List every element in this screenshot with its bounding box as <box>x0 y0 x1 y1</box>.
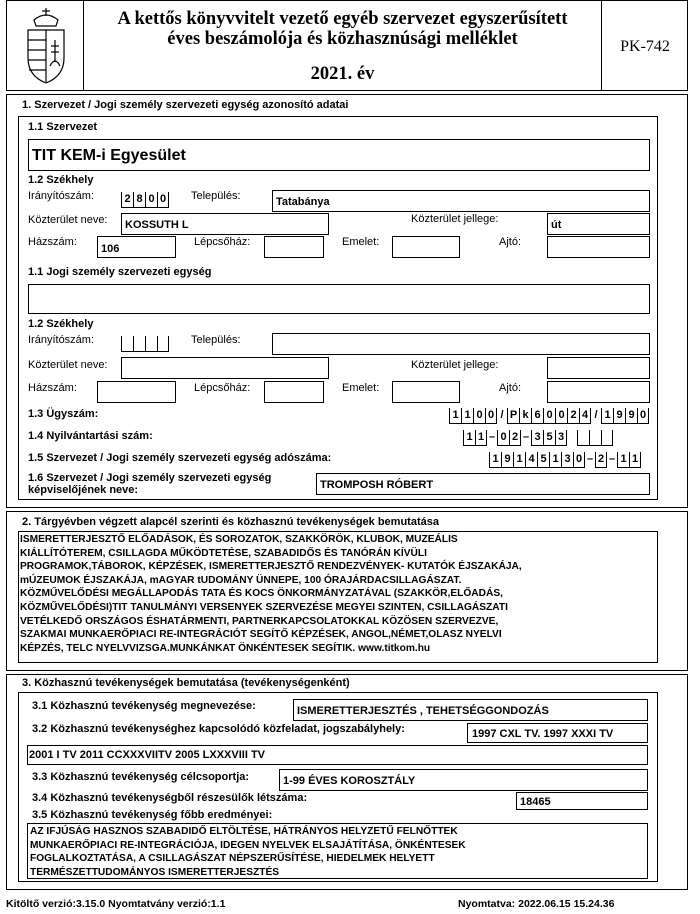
case-number-cells[interactable] <box>449 408 649 424</box>
case-label: 1.3 Ügyszám: <box>28 408 99 420</box>
tax-separator: – <box>608 453 616 465</box>
reg-separator <box>567 430 577 446</box>
activities-text: ISMERETTERJESZTŐ ELŐADÁSOK, ÉS SOROZATOK, SZAKKÖRÖK, KLUBOK, MUZEÁLIS KIÁLLÍTÓTEREM, CSILLAGDA MŰKÖDTETÉSE, SZABADIDŐS ÉS TANÓRÁN KÍVÜLI PROGRAMOK,TÁBOROK, KÉPZÉSEK, ISMERETTERJESZTŐ RENDEZVÉNYEK- KUTATÓK ÉJSZAKÁJA, mÚZEUMOK ÉJSZAKÁJA, mAGYAR tUDOMÁNY ÜNNEPE, 100 ÓRAJÁRDACSILLAGÁSZAT. KÖZMŰVELŐDÉSI MEGÁLLAPODÁS TATA ÉS KOCS ÖNKORMÁNYZATÁVAL (SZAKKÖR,ELŐADÁS, KÖZMŰVELŐDÉSI)TIT TANULMÁNYI VERSENYEK SZERVEZÉSE MEGYEI SZINTEN, CSILLAGÁSZATI VETÉLKEDŐ ORSZÁGOS ÉSHATÁRMENTI, PARTNERKAPCSOLATOKKAL KÖZÖSEN SZERVEZVE, SZAKMAI MUNKAERŐPIACI RE-INTEGRÁCIÓT SEGÍTŐ KÉPZÉSEK, ANGOL,NÉMET,OLASZ NYELVI KÉPZÉS, TELC NYELVVIZSGA.MUNKÁNKAT ÖNKÉNTESEK SEGÍTIK. www.titkom.hu <box>20 534 522 654</box>
unit-heading: 1.1 Jogi személy szervezeti egység <box>28 266 212 278</box>
unit-street-type-label: Közterület jellege: <box>411 359 499 371</box>
unit-stair-field[interactable] <box>264 381 324 403</box>
form-code: PK-742 <box>620 38 670 55</box>
target-field[interactable] <box>279 769 648 791</box>
unit-city-label: Település: <box>191 334 241 346</box>
reg-digit: 0 <box>497 430 509 446</box>
reg-separator: – <box>522 431 530 443</box>
floor-label: Emelet: <box>342 236 380 248</box>
reg-digit: 1 <box>463 430 475 446</box>
tax-digit: 1 <box>513 452 525 468</box>
reg-digit <box>577 430 589 446</box>
unit-door-label: Ajtó: <box>499 382 522 394</box>
org-name-value: TIT KEM-i Egyesület <box>32 147 186 164</box>
reg-digit: 2 <box>509 430 521 446</box>
case-digit: 6 <box>531 408 543 424</box>
case-digit: 1 <box>601 408 613 424</box>
rep-label-line2: képviselőjének neve: <box>28 484 139 496</box>
unit-floor-field[interactable] <box>392 381 460 403</box>
case-digit: 9 <box>613 408 625 424</box>
reg-digit: 3 <box>555 430 567 446</box>
street-type-value: út <box>551 219 562 231</box>
tax-digit: 9 <box>501 452 513 468</box>
org-name-field[interactable] <box>28 139 650 171</box>
case-digit: 1 <box>461 408 473 424</box>
reg-separator: – <box>488 431 496 443</box>
case-digit: 2 <box>567 408 579 424</box>
case-digit: 0 <box>485 408 497 424</box>
reg-digit <box>601 430 613 446</box>
tax-digit: 1 <box>617 452 629 468</box>
reg-digit: 5 <box>543 430 555 446</box>
unit-floor-label: Emelet: <box>342 382 380 394</box>
unit-street-type-field[interactable] <box>547 357 650 379</box>
unit-seat-heading: 1.2 Székhely <box>28 318 94 330</box>
unit-stair-label: Lépcsőház: <box>194 382 251 394</box>
form-title-line1: A kettős könyvvitelt vezető egyéb szervezet egyszerűsített <box>117 9 568 29</box>
law-label: 3.2 Közhasznú tevékenységhez kapcsolódó közfeladat, jogszabályhely: <box>32 723 405 735</box>
law-value: 1997 CXL TV. 1997 XXXI TV <box>472 728 614 740</box>
stair-field[interactable] <box>264 236 324 258</box>
zip-label: Irányítószám: <box>28 190 95 202</box>
target-value: 1-99 ÉVES KOROSZTÁLY <box>283 775 416 787</box>
case-digit: 1 <box>449 408 461 424</box>
unit-name-field[interactable] <box>28 284 650 314</box>
zip-digit: 2 <box>121 192 133 208</box>
count-value: 18465 <box>520 796 551 808</box>
tax-digit: 3 <box>561 452 573 468</box>
unit-zip-label: Irányítószám: <box>28 334 95 346</box>
unit-city-field[interactable] <box>272 333 650 355</box>
results-text: AZ IFJÚSÁG HASZNOS SZABADIDŐ ELTÖLTÉSE, HÁTRÁNYOS HELYZETŰ FELNŐTTEK MUNKAERŐPIACI RE-INTEGRÁCIÓJA, IDEGEN NYELVEK ELSAJÁTÍTÁSA, ÖNKÉNTESEK FOGLALKOZTATÁSA, A CSILLAGÁSZAT NÉPSZERŰSÍTÉSE, HIEDELMEK HELYETT TERMÉSZETTUDOMÁNYOS ISMERETTERJESZTÉS <box>30 826 466 878</box>
case-digit: P <box>507 408 519 424</box>
reg-label: 1.4 Nyilvántartási szám: <box>28 430 153 442</box>
tax-digit: 1 <box>489 452 501 468</box>
activity-name-value: ISMERETTERJESZTÉS , TEHETSÉGGONDOZÁS <box>297 705 549 717</box>
rep-label-line1: 1.6 Szervezet / Jogi személy szervezeti egység <box>28 472 272 484</box>
tax-digit: 0 <box>573 452 585 468</box>
case-separator: / <box>500 409 504 421</box>
tax-digit: 1 <box>549 452 561 468</box>
org-heading: 1.1 Szervezet <box>28 121 98 133</box>
city-label: Település: <box>191 190 241 202</box>
unit-door-field[interactable] <box>547 381 650 403</box>
activity-name-field[interactable] <box>293 699 648 721</box>
reg-digit <box>589 430 601 446</box>
stair-label: Lépcsőház: <box>194 236 251 248</box>
law-value-continued: 2001 I TV 2011 CCXXXVIITV 2005 LXXXVIII TV <box>29 749 266 761</box>
house-label: Házszám: <box>28 236 77 248</box>
tax-label: 1.5 Szervezet / Jogi személy szervezeti egység adószáma: <box>28 452 332 464</box>
law-field-continued[interactable] <box>27 745 648 765</box>
zip-digit: 8 <box>133 192 145 208</box>
tax-digit: 1 <box>629 452 641 468</box>
street-field[interactable] <box>121 213 329 235</box>
rep-name-value: TROMPOSH RÓBERT <box>320 479 434 491</box>
form-title-line2: éves beszámolója és közhasznúsági melléklet <box>167 29 518 49</box>
activity-name-label: 3.1 Közhasznú tevékenység megnevezése: <box>32 700 256 712</box>
city-value: Tatabánya <box>276 196 330 208</box>
floor-field[interactable] <box>392 236 460 258</box>
door-label: Ajtó: <box>499 236 522 248</box>
house-value: 106 <box>101 243 120 255</box>
case-digit: 9 <box>625 408 637 424</box>
case-digit: 0 <box>637 408 649 424</box>
zip-cells[interactable] <box>121 192 169 208</box>
city-field[interactable] <box>272 190 650 212</box>
case-digit: 0 <box>555 408 567 424</box>
reg-number-cells[interactable] <box>463 430 613 446</box>
coat-of-arms-icon <box>20 6 72 86</box>
unit-house-field[interactable] <box>97 381 176 403</box>
tax-digit: 5 <box>537 452 549 468</box>
zip-digit: 0 <box>145 192 157 208</box>
footer-print-date: Nyomtatva: 2022.06.15 15.24.36 <box>458 898 615 910</box>
tax-digit: 4 <box>525 452 537 468</box>
street-type-label: Közterület jellege: <box>411 213 499 225</box>
law-field[interactable] <box>467 723 648 743</box>
tax-separator: – <box>586 453 594 465</box>
unit-street-field[interactable] <box>121 357 329 379</box>
section2-title: 2. Tárgyévben végzett alapcél szerinti és közhasznú tevékenységek bemutatása <box>22 516 439 528</box>
street-label: Közterület neve: <box>28 214 108 226</box>
footer-version: Kitöltő verzió:3.15.0 Nyomtatvány verzió:1.1 <box>6 898 226 910</box>
count-field[interactable] <box>516 792 648 810</box>
case-digit: k <box>519 408 531 424</box>
reg-digit: 1 <box>475 430 487 446</box>
door-field[interactable] <box>547 236 650 258</box>
tax-number-cells[interactable] <box>489 452 641 468</box>
zip-digit: 0 <box>157 192 169 208</box>
case-digit: 0 <box>473 408 485 424</box>
house-field[interactable] <box>97 236 176 258</box>
case-digit: 4 <box>579 408 591 424</box>
street-value: KOSSUTH L <box>125 219 189 231</box>
reg-digit: 3 <box>531 430 543 446</box>
results-label: 3.5 Közhasznú tevékenység főbb eredményei: <box>32 809 273 821</box>
case-digit: 0 <box>543 408 555 424</box>
case-separator: / <box>594 409 598 421</box>
street-type-field[interactable] <box>547 213 650 235</box>
unit-zip-cells[interactable] <box>121 336 169 352</box>
section3-title: 3. Közhasznú tevékenységek bemutatása (tevékenységenként) <box>22 677 350 689</box>
seat-heading: 1.2 Székhely <box>28 174 94 186</box>
rep-name-field[interactable] <box>316 473 650 495</box>
form-year: 2021. év <box>310 64 375 84</box>
count-label: 3.4 Közhasznú tevékenységből részesülők létszáma: <box>32 792 308 804</box>
unit-street-label: Közterület neve: <box>28 359 108 371</box>
target-label: 3.3 Közhasznú tevékenység célcsoportja: <box>32 771 250 783</box>
unit-house-label: Házszám: <box>28 382 77 394</box>
tax-digit: 2 <box>595 452 607 468</box>
section1-title: 1. Szervezet / Jogi személy szervezeti egység azonosító adatai <box>22 99 349 111</box>
